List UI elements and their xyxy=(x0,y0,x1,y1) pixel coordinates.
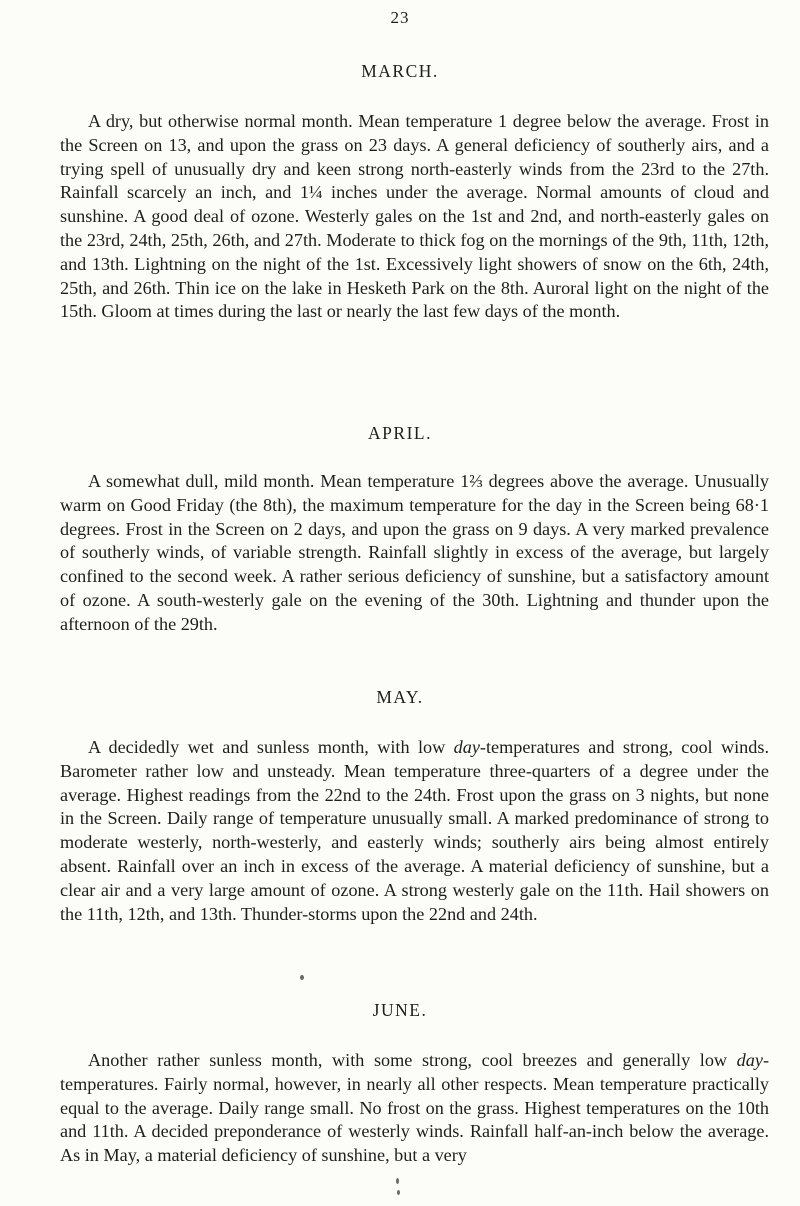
scan-speck xyxy=(396,1178,399,1184)
scan-speck xyxy=(300,975,304,980)
april-heading: APRIL. xyxy=(368,423,432,443)
may-text-start: A decidedly wet and sunless month, with low xyxy=(88,737,454,757)
june-text-start: Another rather sunless month, with some strong, cool breezes and generally low xyxy=(88,1050,737,1070)
may-text-end: -temperatures and strong, cool winds. Barometer rather low and unsteady. Mean temperature three-quarters of a degree under the average. Highest readings from the 22nd to the 24th. Frost upon the grass on 3 nights, but none in the Screen. Daily range of temperature unusually small. A marked predominance of strong to moderate westerly, north-westerly, and easterly winds; southerly airs being almost entirely absent. Rainfall over an inch in excess of the average. A material deficiency of sunshine, but a clear air and a very large amount of ozone. A strong westerly gale on the 11th. Hail showers on the 11th, 12th, and 13th. Thunder-storms upon the 22nd and 24th. xyxy=(60,737,769,924)
april-text: A somewhat dull, mild month. Mean temperature 1⅔ degrees above the average. Unusually warm on Good Friday (the 8th), the maximum temperature for the day in the Screen being 68·1 degrees. Frost in the Screen on 2 days, and upon the grass on 9 days. A very marked prevalence of southerly winds, of variable strength. Rainfall slightly in excess of the average, but largely confined to the second week. A rather serious deficiency of sunshine, but a satisfactory amount of ozone. A south-westerly gale on the evening of the 30th. Lightning and thunder upon the afternoon of the 29th. xyxy=(60,471,769,634)
march-paragraph xyxy=(60,110,769,324)
page-number: 23 xyxy=(390,8,410,27)
may-paragraph xyxy=(60,736,769,926)
june-text xyxy=(60,1049,769,1168)
march-text: A dry, but otherwise normal month. Mean temperature 1 degree below the average. Frost in the Screen on 13, and upon the grass on 23 days. A general deficiency of southerly airs, and a trying spell of unusually dry and keen strong north-easterly winds from the 23rd to the 27th. Rainfall scarcely an inch, and 1¼ inches under the average. Normal amounts of cloud and sunshine. A good deal of ozone. Westerly gales on the 1st and 2nd, and north-easterly gales on the 23rd, 24th, 25th, 26th, and 27th. Moderate to thick fog on the mornings of the 9th, 11th, 12th, and 13th. Lightning on the night of the 1st. Excessively light showers of snow on the 6th, 24th, 25th, and 26th. Thin ice on the lake in Hesketh Park on the 8th. Auroral light on the night of the 15th. Gloom at times during the last or nearly the last few days of the month. xyxy=(60,111,769,322)
june-text-end: -temperatures. Fairly normal, however, in nearly all other respects. Mean temperature practically equal to the average. Daily range small. No frost on the grass. Highest temperatures on the 10th and 11th. A decided preponderance of westerly winds. Rainfall half-an-inch below the average. As in May, a material deficiency of sunshine, but a very xyxy=(60,1050,769,1166)
june-heading: JUNE. xyxy=(372,1000,428,1020)
june-paragraph xyxy=(60,1049,769,1168)
scan-speck xyxy=(397,1190,400,1195)
may-heading: MAY. xyxy=(376,687,424,707)
may-text-italic: day xyxy=(453,737,480,757)
april-paragraph xyxy=(60,470,769,637)
may-text xyxy=(60,736,769,926)
june-text-italic: day xyxy=(736,1050,763,1070)
march-heading: MARCH. xyxy=(361,61,439,81)
